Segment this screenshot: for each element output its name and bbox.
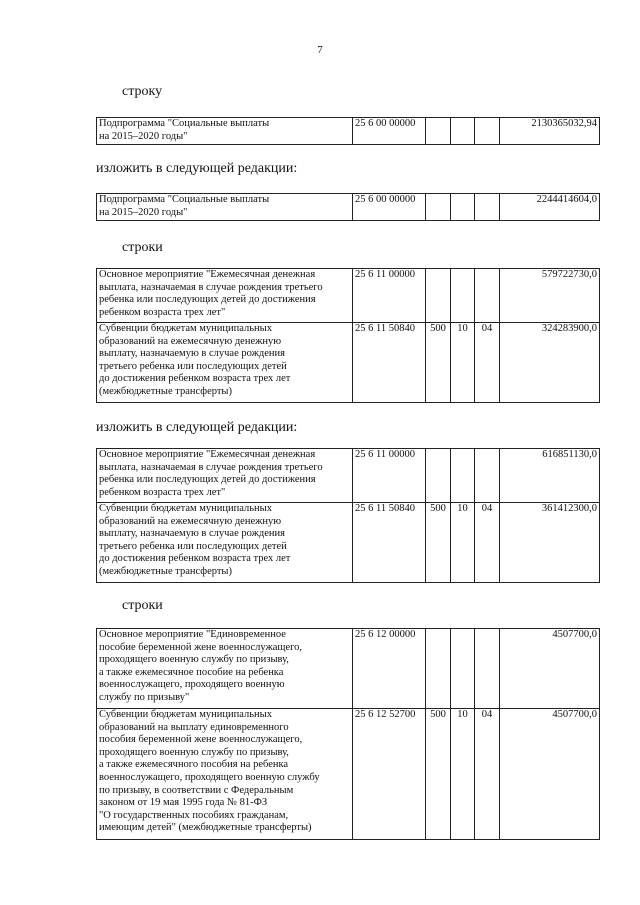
row-name: Субвенции бюджетам муниципальных образований на ежемесячную денежную выплату, назначаемую в случае рождения третьего ребенка или последующих детей до достижения ребенком возраста трех лет (межбюджетные трансферты) [97, 503, 353, 583]
row-rz [451, 449, 475, 503]
section-heading: изложить в следующей редакции: [96, 420, 298, 435]
row-vr: 500 [426, 709, 451, 840]
budget-table [96, 193, 600, 221]
table-row [97, 323, 600, 403]
row-amount: 579722730,0 [500, 269, 600, 323]
row-rz: 10 [451, 503, 475, 583]
row-vr [426, 449, 451, 503]
table-row [97, 449, 600, 503]
row-vr: 500 [426, 503, 451, 583]
row-code: 25 6 00 00000 [353, 118, 426, 145]
table-row [97, 269, 600, 323]
table-row [97, 629, 600, 709]
row-rz [451, 118, 475, 145]
table-row [97, 503, 600, 583]
budget-table [96, 628, 600, 840]
table-row [97, 194, 600, 221]
table-row [97, 118, 600, 145]
row-vr: 500 [426, 323, 451, 403]
budget-table [96, 268, 600, 403]
budget-table [96, 117, 600, 145]
row-amount: 4507700,0 [500, 629, 600, 709]
row-pr [475, 269, 500, 323]
row-rz [451, 269, 475, 323]
row-amount: 324283900,0 [500, 323, 600, 403]
row-amount: 2244414604,0 [500, 194, 600, 221]
row-rz [451, 194, 475, 221]
row-name: Подпрограмма "Социальные выплаты на 2015–2020 годы" [97, 118, 353, 145]
row-name: Субвенции бюджетам муниципальных образований на ежемесячную денежную выплату, назначаемую в случае рождения третьего ребенка или последующих детей до достижения ребенком возраста трех лет (межбюджетные трансферты) [97, 323, 353, 403]
row-rz [451, 629, 475, 709]
row-code: 25 6 00 00000 [353, 194, 426, 221]
row-code: 25 6 12 52700 [353, 709, 426, 840]
row-code: 25 6 11 50840 [353, 503, 426, 583]
row-name: Основное мероприятие "Ежемесячная денежная выплата, назначаемая в случае рождения третьего ребенка или последующих детей до достижения ребенком возраста трех лет" [97, 269, 353, 323]
row-pr: 04 [475, 503, 500, 583]
row-amount: 616851130,0 [500, 449, 600, 503]
page-number: 7 [317, 44, 323, 56]
row-amount: 4507700,0 [500, 709, 600, 840]
row-pr [475, 629, 500, 709]
row-code: 25 6 11 00000 [353, 269, 426, 323]
row-rz: 10 [451, 323, 475, 403]
section-heading: изложить в следующей редакции: [96, 161, 298, 176]
budget-table [96, 448, 600, 583]
row-name: Подпрограмма "Социальные выплаты на 2015–2020 годы" [97, 194, 353, 221]
row-amount: 2130365032,94 [500, 118, 600, 145]
section-heading: строки [122, 598, 163, 613]
row-vr [426, 629, 451, 709]
row-code: 25 6 11 00000 [353, 449, 426, 503]
row-pr [475, 449, 500, 503]
table-row [97, 709, 600, 840]
row-code: 25 6 11 50840 [353, 323, 426, 403]
row-name: Субвенции бюджетам муниципальных образований на выплату единовременного пособия беременной жене военнослужащего, проходящего военную службу по призыву, а также ежемесячного пособия на ребенка военнослужащего, проходящего военную службу по призыву, в соответствии с Федеральным законом от 19 мая 1995 года № 81-ФЗ "О государственных пособиях гражданам, имеющим детей" (межбюджетные трансферты) [97, 709, 353, 840]
row-name: Основное мероприятие "Единовременное пособие беременной жене военнослужащего, проходящего военную службу по призыву, а также ежемесячное пособие на ребенка военнослужащего, проходящего военную службу по призыву" [97, 629, 353, 709]
section-heading: строки [122, 240, 163, 255]
row-pr [475, 194, 500, 221]
row-amount: 361412300,0 [500, 503, 600, 583]
row-pr [475, 118, 500, 145]
row-vr [426, 118, 451, 145]
section-heading: строку [122, 84, 163, 99]
row-pr: 04 [475, 323, 500, 403]
row-vr [426, 194, 451, 221]
row-rz: 10 [451, 709, 475, 840]
row-vr [426, 269, 451, 323]
row-name: Основное мероприятие "Ежемесячная денежная выплата, назначаемая в случае рождения третьего ребенка или последующих детей до достижения ребенком возраста трех лет" [97, 449, 353, 503]
row-code: 25 6 12 00000 [353, 629, 426, 709]
row-pr: 04 [475, 709, 500, 840]
